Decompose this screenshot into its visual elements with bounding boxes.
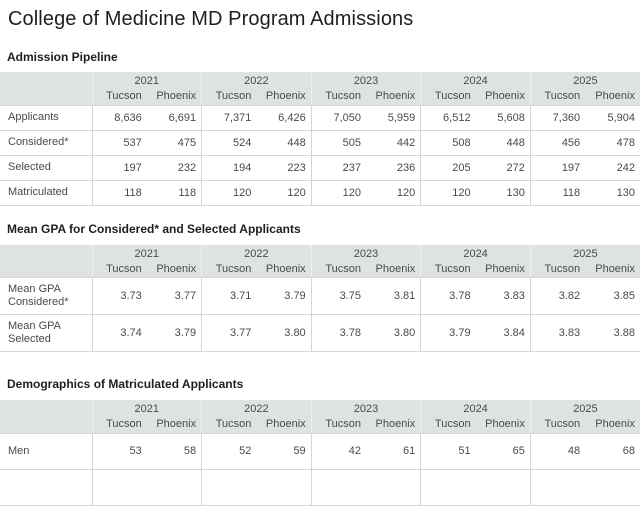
table-row xyxy=(0,469,640,505)
year-header: 2023 xyxy=(311,400,421,416)
corner-cell xyxy=(0,88,92,105)
value-cell: 3.78 xyxy=(421,278,476,315)
value-cell: 130 xyxy=(476,180,531,205)
value-cell: 3.71 xyxy=(202,278,257,315)
value-cell: 61 xyxy=(366,433,421,469)
value-cell: 237 xyxy=(311,155,366,180)
year-header: 2024 xyxy=(421,72,531,88)
value-cell: 3.79 xyxy=(421,315,476,352)
row-label xyxy=(0,469,92,505)
table-row xyxy=(0,433,640,469)
row-label: Applicants xyxy=(0,105,92,130)
value-cell: 7,371 xyxy=(202,105,257,130)
year-header: 2021 xyxy=(92,245,202,261)
value-cell: 118 xyxy=(530,180,585,205)
page-title: College of Medicine MD Program Admissions xyxy=(8,8,414,30)
campus-header: Phoenix xyxy=(585,416,640,433)
table-row xyxy=(0,105,640,130)
corner-cell xyxy=(0,261,92,278)
section-heading: Demographics of Matriculated Applicants xyxy=(7,377,244,391)
value-cell: 194 xyxy=(202,155,257,180)
value-cell: 3.85 xyxy=(585,278,640,315)
value-cell: 65 xyxy=(476,433,531,469)
row-label: Men xyxy=(0,433,92,469)
table-row xyxy=(0,130,640,155)
value-cell xyxy=(366,469,421,505)
value-cell: 130 xyxy=(585,180,640,205)
value-cell: 442 xyxy=(366,130,421,155)
campus-header: Phoenix xyxy=(366,88,421,105)
value-cell xyxy=(147,469,202,505)
value-cell: 118 xyxy=(147,180,202,205)
campus-header: Phoenix xyxy=(256,416,311,433)
campus-header: Tucson xyxy=(92,88,147,105)
value-cell: 6,691 xyxy=(147,105,202,130)
campus-header: Tucson xyxy=(421,88,476,105)
value-cell xyxy=(585,469,640,505)
campus-header: Phoenix xyxy=(147,88,202,105)
dashboard xyxy=(0,6,640,506)
year-header: 2023 xyxy=(311,72,421,88)
row-label: Mean GPA Considered* xyxy=(0,278,92,315)
value-cell: 53 xyxy=(92,433,147,469)
value-cell: 456 xyxy=(530,130,585,155)
table-row xyxy=(0,180,640,205)
year-header: 2022 xyxy=(202,245,312,261)
value-cell: 448 xyxy=(476,130,531,155)
campus-header: Tucson xyxy=(311,261,366,278)
value-cell: 3.80 xyxy=(256,315,311,352)
campus-header: Tucson xyxy=(311,88,366,105)
tables-container xyxy=(0,51,640,506)
value-cell: 3.77 xyxy=(147,278,202,315)
value-cell: 3.78 xyxy=(311,315,366,352)
year-header: 2025 xyxy=(530,72,640,88)
campus-header: Tucson xyxy=(421,261,476,278)
value-cell: 3.80 xyxy=(366,315,421,352)
value-cell: 120 xyxy=(256,180,311,205)
campus-header: Phoenix xyxy=(147,416,202,433)
campus-header: Tucson xyxy=(421,416,476,433)
campus-header: Tucson xyxy=(202,416,257,433)
value-cell: 3.73 xyxy=(92,278,147,315)
value-cell: 3.82 xyxy=(530,278,585,315)
value-cell: 205 xyxy=(421,155,476,180)
value-cell xyxy=(421,469,476,505)
value-cell: 3.74 xyxy=(92,315,147,352)
campus-header: Tucson xyxy=(311,416,366,433)
table-row xyxy=(0,155,640,180)
campus-header: Phoenix xyxy=(476,261,531,278)
value-cell: 5,959 xyxy=(366,105,421,130)
campus-header: Tucson xyxy=(92,261,147,278)
campus-header: Tucson xyxy=(202,88,257,105)
value-cell xyxy=(311,469,366,505)
value-cell: 3.83 xyxy=(530,315,585,352)
value-cell: 120 xyxy=(366,180,421,205)
value-cell: 120 xyxy=(202,180,257,205)
campus-header: Phoenix xyxy=(476,88,531,105)
value-cell: 5,904 xyxy=(585,105,640,130)
value-cell: 3.75 xyxy=(311,278,366,315)
value-cell: 478 xyxy=(585,130,640,155)
value-cell: 8,636 xyxy=(92,105,147,130)
value-cell: 448 xyxy=(256,130,311,155)
value-cell: 3.79 xyxy=(147,315,202,352)
admissions-table-section xyxy=(0,223,640,353)
table-row xyxy=(0,278,640,315)
campus-header: Tucson xyxy=(202,261,257,278)
row-label: Mean GPA Selected xyxy=(0,315,92,352)
corner-cell xyxy=(0,416,92,433)
year-header: 2021 xyxy=(92,72,202,88)
value-cell: 3.79 xyxy=(256,278,311,315)
row-label: Selected xyxy=(0,155,92,180)
value-cell: 537 xyxy=(92,130,147,155)
admissions-table xyxy=(0,245,640,353)
year-header: 2021 xyxy=(92,400,202,416)
value-cell: 68 xyxy=(585,433,640,469)
year-header: 2024 xyxy=(421,400,531,416)
value-cell: 242 xyxy=(585,155,640,180)
campus-header: Phoenix xyxy=(366,416,421,433)
admissions-table-section xyxy=(0,378,640,506)
value-cell xyxy=(92,469,147,505)
campus-header: Phoenix xyxy=(476,416,531,433)
campus-header: Phoenix xyxy=(366,261,421,278)
value-cell: 118 xyxy=(92,180,147,205)
year-header: 2025 xyxy=(530,400,640,416)
campus-header: Phoenix xyxy=(147,261,202,278)
campus-header: Tucson xyxy=(530,416,585,433)
year-header: 2023 xyxy=(311,245,421,261)
value-cell: 505 xyxy=(311,130,366,155)
value-cell: 236 xyxy=(366,155,421,180)
year-header: 2025 xyxy=(530,245,640,261)
value-cell: 3.84 xyxy=(476,315,531,352)
corner-cell xyxy=(0,72,92,88)
row-label: Considered* xyxy=(0,130,92,155)
year-header: 2022 xyxy=(202,400,312,416)
campus-header: Phoenix xyxy=(256,261,311,278)
value-cell: 7,360 xyxy=(530,105,585,130)
value-cell: 58 xyxy=(147,433,202,469)
value-cell: 3.77 xyxy=(202,315,257,352)
value-cell: 7,050 xyxy=(311,105,366,130)
corner-cell xyxy=(0,400,92,416)
admissions-table-section xyxy=(0,51,640,206)
value-cell: 272 xyxy=(476,155,531,180)
value-cell: 508 xyxy=(421,130,476,155)
value-cell: 42 xyxy=(311,433,366,469)
value-cell: 475 xyxy=(147,130,202,155)
value-cell: 52 xyxy=(202,433,257,469)
campus-header: Phoenix xyxy=(256,88,311,105)
value-cell: 5,608 xyxy=(476,105,531,130)
value-cell: 6,512 xyxy=(421,105,476,130)
value-cell xyxy=(530,469,585,505)
campus-header: Tucson xyxy=(92,416,147,433)
value-cell: 48 xyxy=(530,433,585,469)
value-cell: 6,426 xyxy=(256,105,311,130)
table-row xyxy=(0,315,640,352)
admissions-table xyxy=(0,72,640,206)
value-cell: 197 xyxy=(92,155,147,180)
value-cell: 120 xyxy=(421,180,476,205)
year-header: 2022 xyxy=(202,72,312,88)
campus-header: Tucson xyxy=(530,261,585,278)
value-cell: 3.88 xyxy=(585,315,640,352)
section-heading: Mean GPA for Considered* and Selected Applicants xyxy=(7,221,301,236)
campus-header: Phoenix xyxy=(585,88,640,105)
value-cell: 3.83 xyxy=(476,278,531,315)
value-cell xyxy=(202,469,257,505)
value-cell: 524 xyxy=(202,130,257,155)
value-cell: 197 xyxy=(530,155,585,180)
value-cell: 51 xyxy=(421,433,476,469)
year-header: 2024 xyxy=(421,245,531,261)
row-label: Matriculated xyxy=(0,180,92,205)
corner-cell xyxy=(0,245,92,261)
value-cell: 120 xyxy=(311,180,366,205)
campus-header: Tucson xyxy=(530,88,585,105)
admissions-table xyxy=(0,400,640,506)
value-cell: 232 xyxy=(147,155,202,180)
section-heading: Admission Pipeline xyxy=(7,50,118,64)
value-cell xyxy=(476,469,531,505)
value-cell: 59 xyxy=(256,433,311,469)
value-cell: 223 xyxy=(256,155,311,180)
value-cell: 3.81 xyxy=(366,278,421,315)
value-cell xyxy=(256,469,311,505)
campus-header: Phoenix xyxy=(585,261,640,278)
